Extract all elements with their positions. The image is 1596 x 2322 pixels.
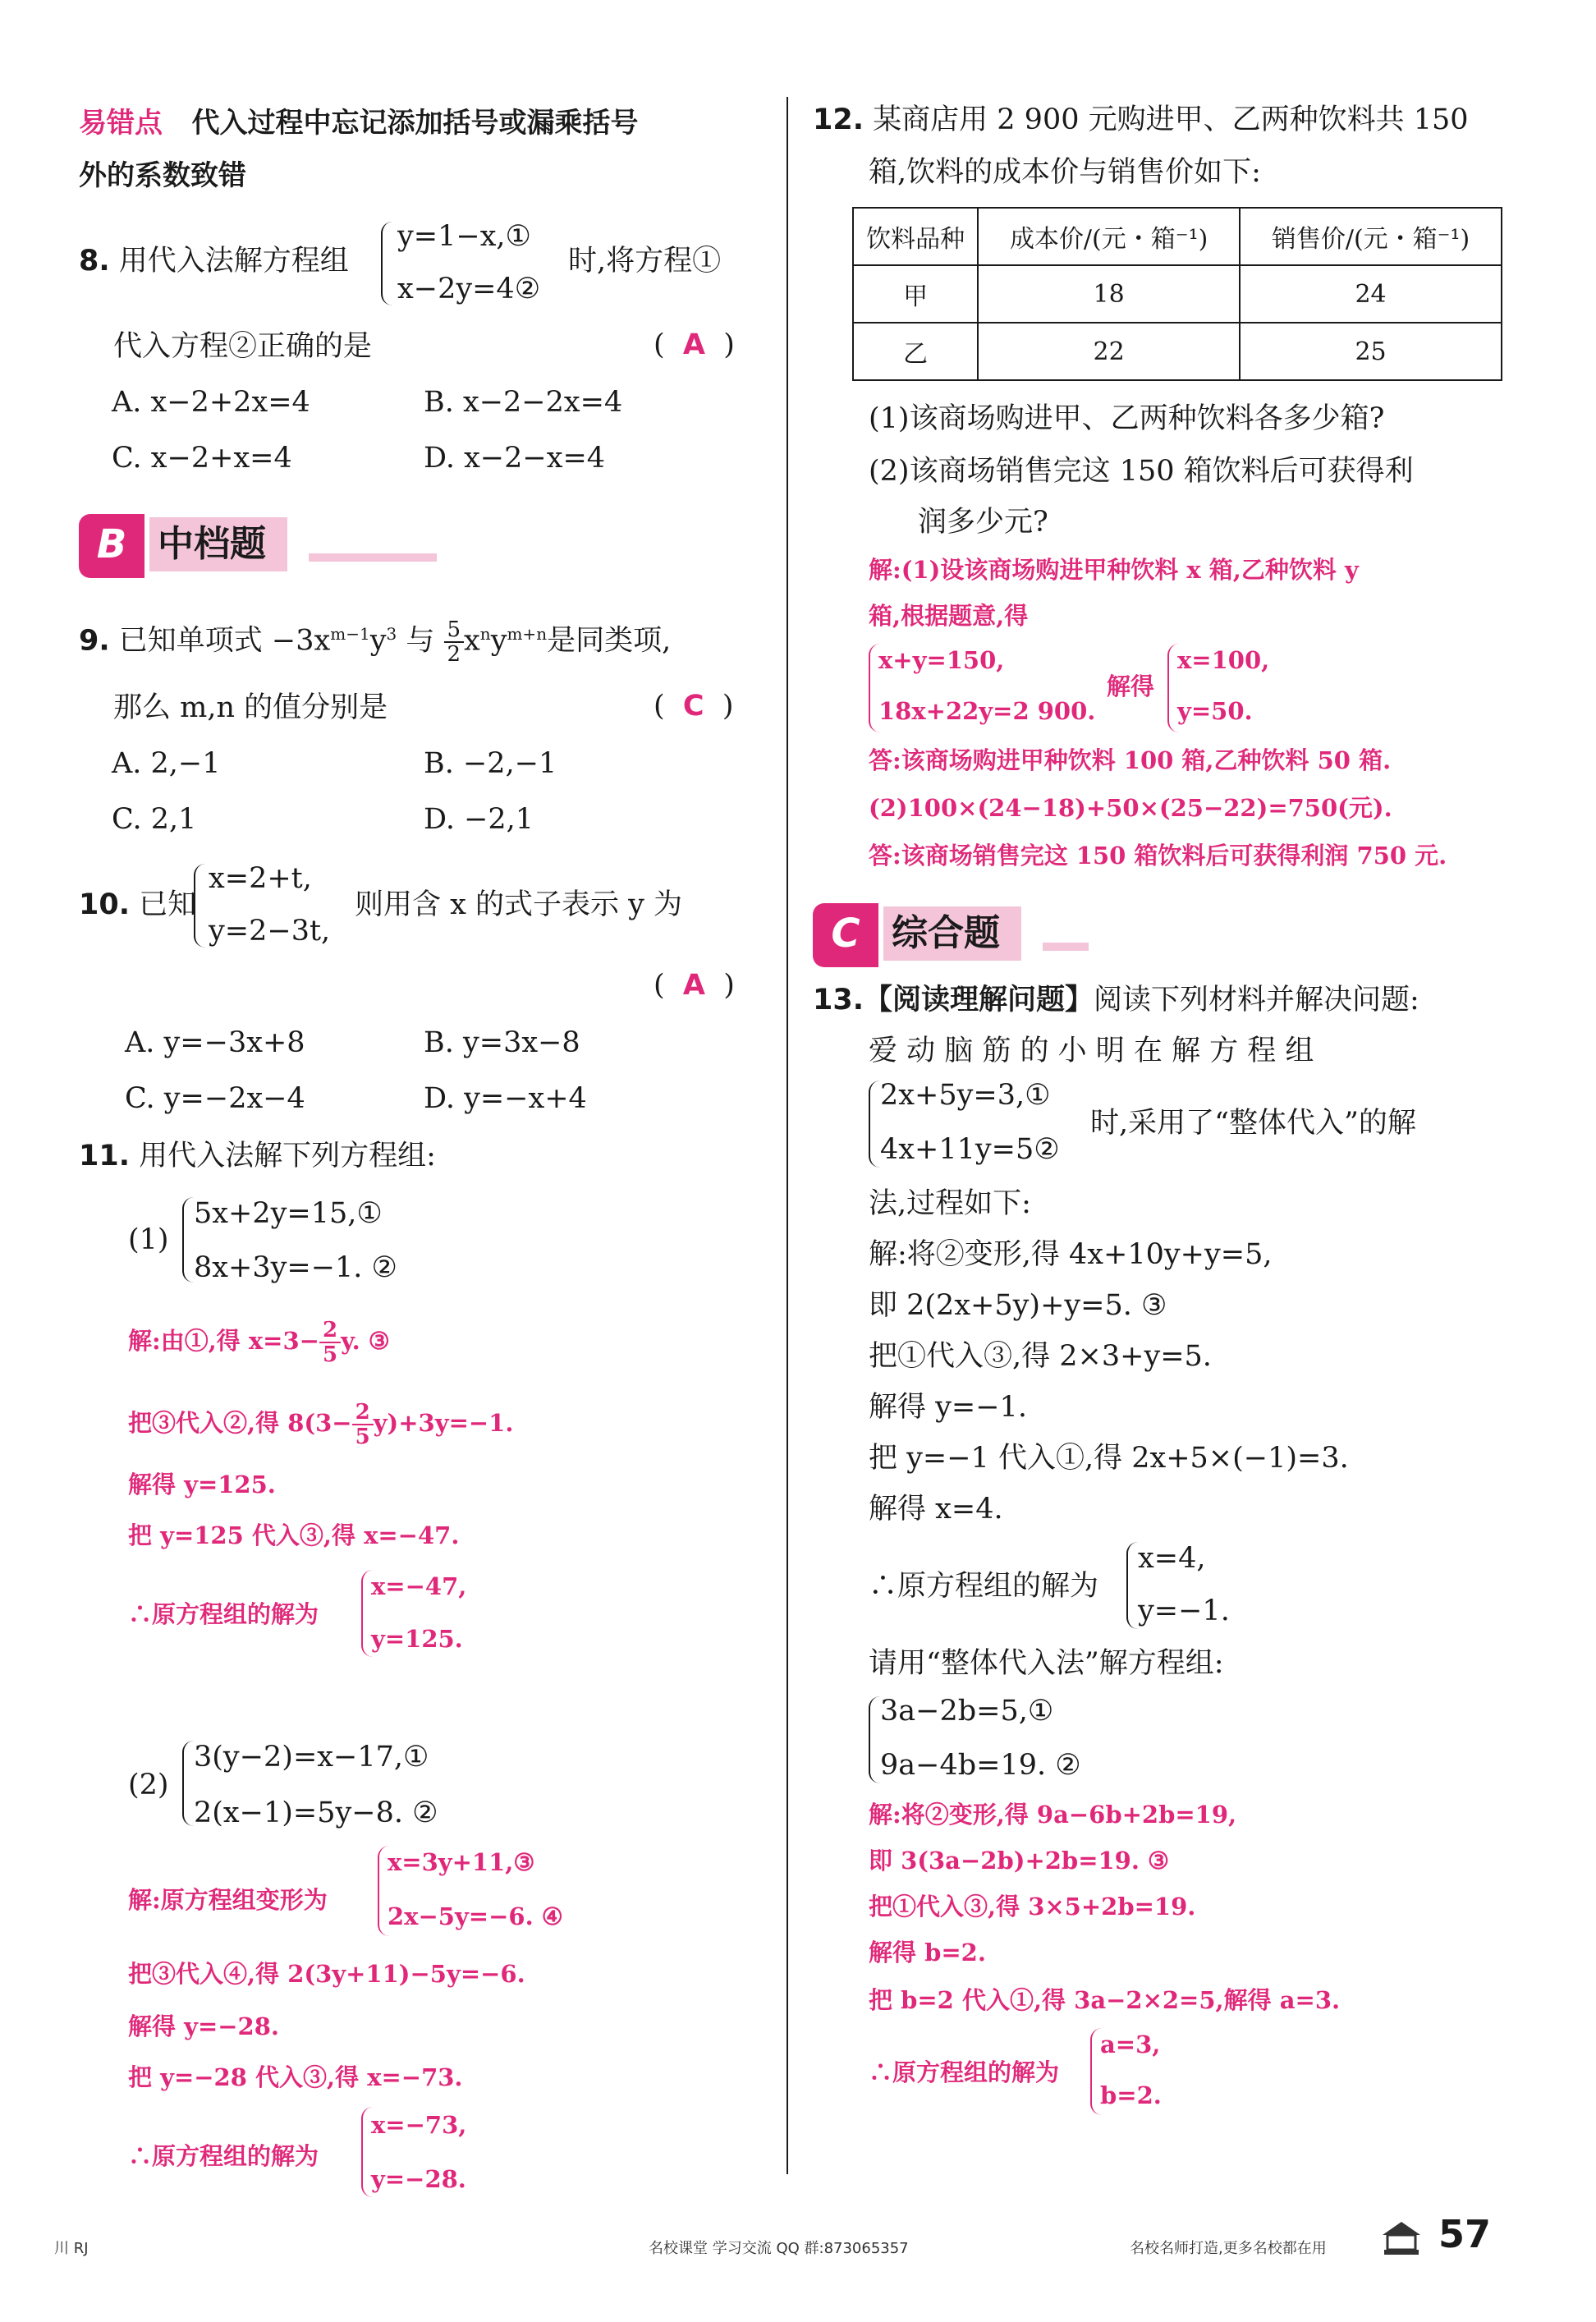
q13-line5: 即 2(2x+5y)+y=5. ③ <box>869 1289 1167 1322</box>
error-point-title: 易错点 <box>79 107 163 140</box>
q10-brace <box>194 864 205 948</box>
q8-stem: 8. 用代入法解方程组 <box>79 245 349 278</box>
q11-part1-label: (1) <box>128 1223 169 1256</box>
q9-option-a: A. 2,−1 <box>112 747 221 780</box>
q12-sub1: (1)该商场购进甲、乙两种饮料各多少箱? <box>869 402 1385 435</box>
q13-line2: 时,采用了“整体代入”的解 <box>1090 1107 1416 1140</box>
q13-solution4: 解得 b=2. <box>869 1939 986 1966</box>
q13-line11: 请用“整体代入法”解方程组: <box>869 1647 1224 1680</box>
q11-part1-step2: 把③代入②,得 8(3− $\frac{2}{5}$ y)+3y=−1. <box>128 1400 514 1449</box>
q13-result-brace <box>1126 1542 1138 1629</box>
q11-part2-transform2: 2x−5y=−6. ④ <box>388 1902 563 1930</box>
q12-solution-part2: (2)100×(24−18)+50×(25−22)=750(元). <box>869 794 1392 822</box>
q12-solve-label: 解得 <box>1107 672 1155 700</box>
q11-part2-eq1: 3(y−2)=x−17,① <box>194 1741 429 1774</box>
q9-answer: C <box>682 690 704 723</box>
q12-answer2: 答:该商场销售完这 150 箱饮料后可获得利润 750 元. <box>869 842 1447 870</box>
banner-b-tail <box>309 553 437 562</box>
q8-option-b: B. x−2−2x=4 <box>424 386 623 419</box>
q13-line9: 解得 x=4. <box>869 1493 1003 1526</box>
q13-solution5: 把 b=2 代入①,得 3a−2×2=5,解得 a=3. <box>869 1986 1341 2014</box>
column-divider <box>787 97 788 2174</box>
banner-b-letter: B <box>79 514 144 578</box>
q8-brace <box>381 222 392 305</box>
q10-eq1: x=2+t, <box>209 862 312 895</box>
q10-option-b: B. y=3x−8 <box>424 1026 580 1059</box>
q10-stem: 10. 已知 <box>79 888 197 921</box>
q13-result1: x=4, <box>1138 1542 1206 1575</box>
q8-stem2: 时,将方程① <box>568 245 722 278</box>
footer-edition: 川 RJ <box>54 2240 89 2257</box>
q13-line6: 把①代入③,得 2×3+y=5. <box>869 1340 1212 1373</box>
q13-solution2: 即 3(3a−2b)+2b=19. ③ <box>869 1847 1170 1875</box>
q10-answer-paren: ( A ) <box>654 969 735 1002</box>
q11-part2-label: (2) <box>128 1769 169 1801</box>
q13-eq1: 2x+5y=3,① <box>880 1079 1051 1112</box>
q12-answer1: 答:该商场购进甲种饮料 100 箱,乙种饮料 50 箱. <box>869 746 1392 774</box>
q9-answer-paren: ( C ) <box>654 690 734 723</box>
q11-part1-step1: 解:由①,得 x=3− $\frac{2}{5}$ y. ③ <box>128 1318 390 1367</box>
q13-line7: 解得 y=−1. <box>869 1391 1027 1424</box>
footer-qq-group: 名校课堂 学习交流 QQ 群:873065357 <box>649 2240 909 2257</box>
q10-option-d: D. y=−x+4 <box>424 1082 587 1115</box>
q11-part1-step5: ∴原方程组的解为 <box>128 1600 319 1628</box>
banner-c-letter: C <box>813 903 878 967</box>
q13-stem: 13.【阅读理解问题】阅读下列材料并解决问题: <box>813 984 1419 1016</box>
section-banner-c <box>813 903 1092 967</box>
page-number: 57 <box>1438 2212 1492 2256</box>
q13-solution-result1: a=3, <box>1100 2031 1161 2058</box>
q8-answer-paren: ( A ) <box>654 328 735 361</box>
q10-option-c: C. y=−2x−4 <box>125 1082 305 1115</box>
q13-line10: ∴原方程组的解为 <box>869 1570 1099 1603</box>
q9-option-b: B. −2,−1 <box>424 747 557 780</box>
q11-part1-result1: x=−47, <box>371 1572 467 1600</box>
q13-line1: 爱 动 脑 筋 的 小 明 在 解 方 程 组 <box>869 1035 1314 1067</box>
banner-c-label: 综合题 <box>883 906 1021 961</box>
q8-option-a: A. x−2+2x=4 <box>112 386 310 419</box>
q12-system-eq1: x+y=150, <box>878 646 1005 674</box>
q13-solution-result2: b=2. <box>1100 2081 1162 2109</box>
q8-option-c: C. x−2+x=4 <box>112 442 292 475</box>
q13-line3: 法,过程如下: <box>869 1187 1031 1220</box>
q11-part1-step4: 把 y=125 代入③,得 x=−47. <box>128 1521 460 1549</box>
q8-stem3: 代入方程②正确的是 <box>113 330 373 363</box>
q13-problem-eq2: 9a−4b=19. ② <box>880 1749 1081 1782</box>
table-header-row: 饮料品种 成本价/(元・箱⁻¹) 销售价/(元・箱⁻¹) <box>853 208 1502 265</box>
q11-part2-step3: 解得 y=−28. <box>128 2012 279 2040</box>
q13-line4: 解:将②变形,得 4x+10y+y=5, <box>869 1238 1273 1271</box>
error-point-line2: 外的系数致错 <box>79 159 246 192</box>
q9-stem1: 9. 已知单项式 $-3x^{m-1}y^3$ 与 $\frac{5}{2}$ $x^ny^{m+n}$是同类项, <box>79 617 672 668</box>
footer-slogan: 名校名师打造,更多名校都在用 <box>1130 2240 1327 2257</box>
q13-result2: y=−1. <box>1138 1595 1230 1627</box>
q8-answer: A <box>682 328 705 361</box>
q10-answer: A <box>682 969 705 1002</box>
q9-option-d: D. −2,1 <box>424 803 534 836</box>
table-row: 甲 18 24 <box>853 265 1502 323</box>
table-row: 乙 22 25 <box>853 323 1502 380</box>
q12-sub2a: (2)该商场销售完这 150 箱饮料后可获得利 <box>869 455 1414 488</box>
q12-sub2b: 润多少元? <box>918 506 1048 539</box>
q11-part2-result1: x=−73, <box>371 2111 467 2139</box>
q13-problem-eq1: 3a−2b=5,① <box>880 1695 1054 1728</box>
publisher-logo-icon <box>1379 2219 1424 2258</box>
q8-option-d: D. x−2−x=4 <box>424 442 606 475</box>
q11-part1-result2: y=125. <box>371 1625 463 1653</box>
q8-eq1: y=1−x,① <box>397 220 531 253</box>
q11-part2-step5: ∴原方程组的解为 <box>128 2142 319 2170</box>
q12-stem1: 12. 某商店用 2 900 元购进甲、乙两种饮料共 150 <box>813 103 1469 136</box>
q12-solution-line1: 解:(1)设该商场购进甲种饮料 x 箱,乙种饮料 y <box>869 556 1359 584</box>
q13-eq2: 4x+11y=5② <box>880 1133 1060 1166</box>
q9-fraction: $\frac{5}{2}$ <box>444 618 465 666</box>
error-point-line1: 易错点 代入过程中忘记添加括号或漏乘括号 <box>79 107 639 140</box>
q11-part1-eq2: 8x+3y=−1. ② <box>194 1251 397 1284</box>
q12-solution-line2: 箱,根据题意,得 <box>869 602 1029 630</box>
q10-stem-post: 则用含 x 的式子表示 y 为 <box>355 888 683 921</box>
q12-price-table <box>852 207 1502 381</box>
q9-stem2: 那么 m,n 的值分别是 <box>113 691 388 724</box>
q11-part2-brace <box>182 1741 194 1826</box>
q11-part1-step3: 解得 y=125. <box>128 1471 276 1498</box>
q11-part1-brace <box>182 1197 194 1283</box>
q13-line8: 把 y=−1 代入①,得 2x+5×(−1)=3. <box>869 1442 1349 1475</box>
q12-stem2: 箱,饮料的成本价与销售价如下: <box>869 156 1261 189</box>
q9-option-c: C. 2,1 <box>112 803 197 836</box>
q11-part1-eq1: 5x+2y=15,① <box>194 1197 383 1230</box>
q12-system-eq2: 18x+22y=2 900. <box>878 697 1096 725</box>
q8-eq2: x−2y=4② <box>397 273 541 305</box>
q11-part2-eq2: 2(x−1)=5y−8. ② <box>194 1797 438 1829</box>
q11-part2-step2: 把③代入④,得 2(3y+11)−5y=−6. <box>128 1960 525 1988</box>
q10-eq2: y=2−3t, <box>209 915 331 948</box>
q11-part2-step1: 解:原方程组变形为 <box>128 1886 328 1914</box>
q11-part2-result2: y=−28. <box>371 2165 466 2193</box>
q13-problem-brace <box>869 1696 880 1783</box>
q13-solution1: 解:将②变形,得 9a−6b+2b=19, <box>869 1801 1237 1829</box>
q11-part2-step4: 把 y=−28 代入③,得 x=−73. <box>128 2063 463 2091</box>
banner-b-label: 中档题 <box>149 517 287 571</box>
q11-stem: 11. 用代入法解下列方程组: <box>79 1140 436 1172</box>
q13-tag: 【阅读理解问题】 <box>864 984 1094 1016</box>
q13-brace <box>869 1081 880 1168</box>
banner-c-tail <box>1043 943 1089 951</box>
section-banner-b <box>79 514 358 578</box>
q11-part2-transform1: x=3y+11,③ <box>388 1848 535 1876</box>
q13-solution6: ∴原方程组的解为 <box>869 2058 1060 2086</box>
q12-result1: x=100, <box>1177 646 1270 674</box>
q10-option-a: A. y=−3x+8 <box>125 1026 305 1059</box>
q12-result2: y=50. <box>1177 697 1253 725</box>
q13-solution3: 把①代入③,得 3×5+2b=19. <box>869 1893 1196 1920</box>
